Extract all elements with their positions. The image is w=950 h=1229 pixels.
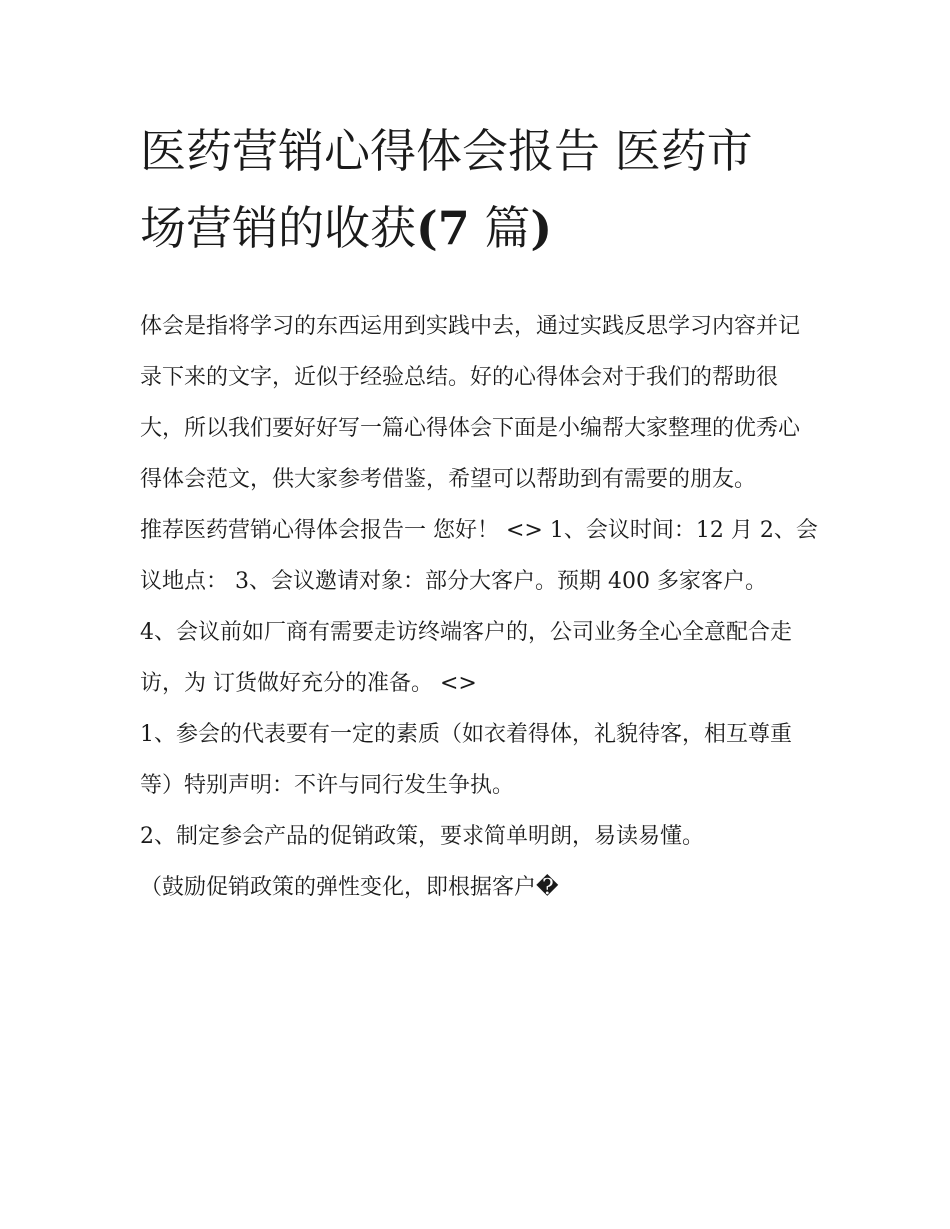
title-line-2: 场营销的收获 <box>140 201 416 255</box>
promotion-flex-paragraph: （鼓励促销政策的弹性变化，即根据客户� <box>140 875 559 900</box>
document-title <box>140 113 820 267</box>
title-count: (7 <box>416 201 470 255</box>
representative-paragraph: 1、参会的代表要有一定的素质（如衣着得体，礼貌待客，相互尊重等）特别声明：不许与同行发生争执。 <box>140 722 792 798</box>
title-line-1: 医药营销心得体会报告 医药市 <box>140 124 753 178</box>
meeting-info-paragraph: 推荐医药营销心得体会报告一 您好！ <> 1、会议时间：12 月 2、会议地点： 3、会议邀请对象：部分大客户。预期 400 多家客户。 <box>140 518 818 594</box>
document-body <box>140 301 818 913</box>
promotion-policy-paragraph: 2、制定参会产品的促销政策，要求简单明朗，易读易懂。 <box>140 824 704 849</box>
visit-paragraph: 4、会议前如厂商有需要走访终端客户的，公司业务全心全意配合走访，为 订货做好充分的准备。 <> <box>140 620 792 696</box>
intro-paragraph: 体会是指将学习的东西运用到实践中去，通过实践反思学习内容并记录下来的文字，近似于经验总结。好的心得体会对于我们的帮助很大，所以我们要好好写一篇心得体会下面是小编帮大家整理的优秀心得体会范文，供大家参考借鉴，希望可以帮助到有需要的朋友。 <box>140 314 801 492</box>
title-unit: 篇 <box>484 201 531 255</box>
title-close: ) <box>530 201 553 255</box>
